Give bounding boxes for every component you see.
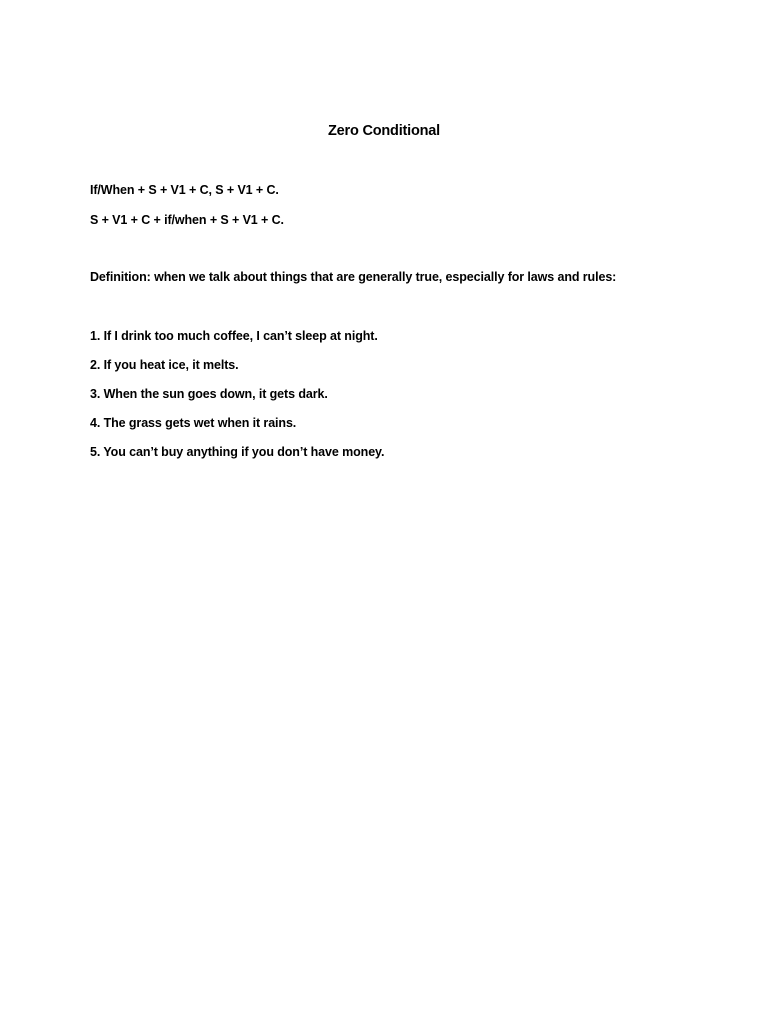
example-sentence: 4. The grass gets wet when it rains. <box>90 416 297 430</box>
definition-text: Definition: when we talk about things that are generally true, especially for laws and rules: <box>90 270 617 284</box>
formula-line: S + V1 + C + if/when + S + V1 + C. <box>90 213 284 227</box>
example-sentence: 1. If I drink too much coffee, I can’t sleep at night. <box>90 329 378 343</box>
example-sentence: 3. When the sun goes down, it gets dark. <box>90 387 328 401</box>
page-title: Zero Conditional <box>328 123 440 139</box>
example-sentence: 5. You can’t buy anything if you don’t have money. <box>90 445 385 459</box>
formula-line: If/When + S + V1 + C, S + V1 + C. <box>90 183 279 197</box>
example-sentence: 2. If you heat ice, it melts. <box>90 358 239 372</box>
